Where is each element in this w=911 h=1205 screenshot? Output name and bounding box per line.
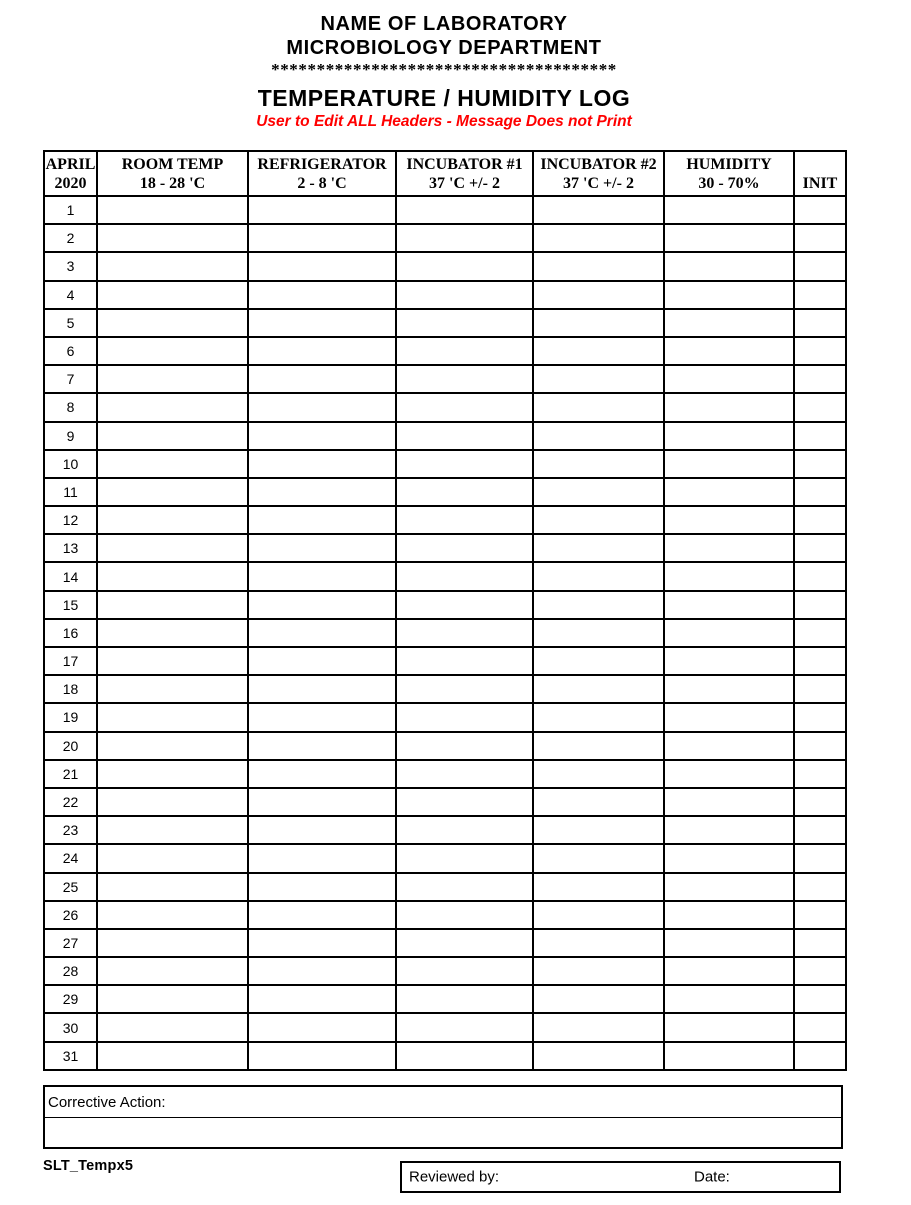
day-cell: 13 <box>44 534 97 562</box>
day-cell: 11 <box>44 478 97 506</box>
day-cell: 10 <box>44 450 97 478</box>
temperature-log-table <box>43 150 847 1071</box>
entry-cell-incubator-1[interactable] <box>396 873 533 901</box>
entry-cell-room-temp[interactable] <box>97 534 248 562</box>
entry-cell-room-temp[interactable] <box>97 1042 248 1070</box>
entry-cell-humidity[interactable] <box>664 929 794 957</box>
entry-cell-incubator-1[interactable] <box>396 1013 533 1041</box>
column-header-init <box>794 151 846 196</box>
day-cell: 20 <box>44 732 97 760</box>
entry-cell-incubator-2[interactable] <box>533 478 664 506</box>
day-cell: 2 <box>44 224 97 252</box>
entry-cell-refrigerator[interactable] <box>248 281 396 309</box>
table-row <box>44 816 846 844</box>
review-box <box>400 1161 841 1193</box>
table-row <box>44 591 846 619</box>
table-row <box>44 450 846 478</box>
entry-cell-incubator-1[interactable] <box>396 647 533 675</box>
table-row <box>44 534 846 562</box>
entry-cell-incubator-1[interactable] <box>396 901 533 929</box>
day-cell: 31 <box>44 1042 97 1070</box>
day-cell: 29 <box>44 985 97 1013</box>
entry-cell-room-temp[interactable] <box>97 562 248 590</box>
entry-cell-init[interactable] <box>794 985 846 1013</box>
entry-cell-init[interactable] <box>794 675 846 703</box>
entry-cell-incubator-1[interactable] <box>396 252 533 280</box>
entry-cell-humidity[interactable] <box>664 281 794 309</box>
day-cell: 21 <box>44 760 97 788</box>
entry-cell-incubator-2[interactable] <box>533 1013 664 1041</box>
column-header-line1: ROOM TEMP <box>121 155 224 173</box>
column-header-line2: 37 'C +/- 2 <box>563 174 634 192</box>
entry-cell-humidity[interactable] <box>664 534 794 562</box>
entry-cell-incubator-1[interactable] <box>396 675 533 703</box>
entry-cell-refrigerator[interactable] <box>248 196 396 224</box>
table-row <box>44 703 846 731</box>
entry-cell-humidity[interactable] <box>664 393 794 421</box>
entry-cell-humidity[interactable] <box>664 478 794 506</box>
entry-cell-incubator-2[interactable] <box>533 252 664 280</box>
entry-cell-incubator-1[interactable] <box>396 985 533 1013</box>
day-cell: 22 <box>44 788 97 816</box>
entry-cell-room-temp[interactable] <box>97 873 248 901</box>
entry-cell-refrigerator[interactable] <box>248 450 396 478</box>
entry-cell-room-temp[interactable] <box>97 281 248 309</box>
entry-cell-refrigerator[interactable] <box>248 422 396 450</box>
entry-cell-humidity[interactable] <box>664 506 794 534</box>
table-row <box>44 1042 846 1070</box>
entry-cell-init[interactable] <box>794 562 846 590</box>
entry-cell-incubator-2[interactable] <box>533 788 664 816</box>
entry-cell-init[interactable] <box>794 224 846 252</box>
day-cell: 25 <box>44 873 97 901</box>
entry-cell-init[interactable] <box>794 337 846 365</box>
entry-cell-incubator-2[interactable] <box>533 703 664 731</box>
table-row <box>44 732 846 760</box>
entry-cell-room-temp[interactable] <box>97 365 248 393</box>
entry-cell-init[interactable] <box>794 957 846 985</box>
day-cell: 19 <box>44 703 97 731</box>
date-label: Date: <box>694 1168 730 1186</box>
entry-cell-init[interactable] <box>794 252 846 280</box>
entry-cell-incubator-2[interactable] <box>533 957 664 985</box>
entry-cell-init[interactable] <box>794 393 846 421</box>
lab-name-heading: NAME OF LABORATORY <box>320 13 568 35</box>
entry-cell-refrigerator[interactable] <box>248 309 396 337</box>
column-header-refrigerator <box>248 151 396 196</box>
entry-cell-humidity[interactable] <box>664 337 794 365</box>
column-header-line1: REFRIGERATOR <box>257 155 387 173</box>
column-header-incubator-1 <box>396 151 533 196</box>
entry-cell-incubator-2[interactable] <box>533 534 664 562</box>
entry-cell-refrigerator[interactable] <box>248 562 396 590</box>
star-divider: ************************************** <box>271 60 617 79</box>
entry-cell-incubator-1[interactable] <box>396 816 533 844</box>
table-row <box>44 562 846 590</box>
entry-cell-room-temp[interactable] <box>97 506 248 534</box>
entry-cell-humidity[interactable] <box>664 873 794 901</box>
entry-cell-humidity[interactable] <box>664 844 794 872</box>
entry-cell-incubator-2[interactable] <box>533 337 664 365</box>
edit-note: User to Edit ALL Headers - Message Does not Print <box>256 113 632 130</box>
entry-cell-room-temp[interactable] <box>97 309 248 337</box>
corrective-action-box <box>43 1085 843 1149</box>
entry-cell-incubator-1[interactable] <box>396 422 533 450</box>
entry-cell-incubator-2[interactable] <box>533 760 664 788</box>
entry-cell-incubator-2[interactable] <box>533 281 664 309</box>
day-cell: 12 <box>44 506 97 534</box>
entry-cell-incubator-1[interactable] <box>396 619 533 647</box>
entry-cell-incubator-2[interactable] <box>533 224 664 252</box>
entry-cell-incubator-1[interactable] <box>396 844 533 872</box>
entry-cell-room-temp[interactable] <box>97 929 248 957</box>
column-header-month <box>44 151 97 196</box>
day-cell: 7 <box>44 365 97 393</box>
day-cell: 30 <box>44 1013 97 1041</box>
table-row <box>44 365 846 393</box>
entry-cell-humidity[interactable] <box>664 732 794 760</box>
entry-cell-humidity[interactable] <box>664 619 794 647</box>
entry-cell-incubator-2[interactable] <box>533 929 664 957</box>
entry-cell-humidity[interactable] <box>664 422 794 450</box>
day-cell: 14 <box>44 562 97 590</box>
table-row <box>44 224 846 252</box>
column-header-room-temp <box>97 151 248 196</box>
entry-cell-refrigerator[interactable] <box>248 788 396 816</box>
column-header-line2: 2 - 8 'C <box>297 174 347 192</box>
column-header-humidity <box>664 151 794 196</box>
entry-cell-init[interactable] <box>794 760 846 788</box>
entry-cell-refrigerator[interactable] <box>248 337 396 365</box>
entry-cell-init[interactable] <box>794 422 846 450</box>
entry-cell-room-temp[interactable] <box>97 450 248 478</box>
entry-cell-init[interactable] <box>794 591 846 619</box>
entry-cell-incubator-1[interactable] <box>396 478 533 506</box>
entry-cell-humidity[interactable] <box>664 562 794 590</box>
entry-cell-room-temp[interactable] <box>97 1013 248 1041</box>
column-header-line1: INCUBATOR #1 <box>406 155 523 173</box>
table-row <box>44 760 846 788</box>
day-cell: 8 <box>44 393 97 421</box>
day-cell: 17 <box>44 647 97 675</box>
entry-cell-room-temp[interactable] <box>97 252 248 280</box>
entry-cell-incubator-1[interactable] <box>396 1042 533 1070</box>
entry-cell-refrigerator[interactable] <box>248 252 396 280</box>
reviewed-by-label: Reviewed by: <box>409 1168 500 1186</box>
entry-cell-humidity[interactable] <box>664 1042 794 1070</box>
entry-cell-incubator-1[interactable] <box>396 534 533 562</box>
entry-cell-room-temp[interactable] <box>97 675 248 703</box>
table-row <box>44 647 846 675</box>
entry-cell-incubator-1[interactable] <box>396 450 533 478</box>
entry-cell-humidity[interactable] <box>664 788 794 816</box>
day-cell: 16 <box>44 619 97 647</box>
entry-cell-refrigerator[interactable] <box>248 1013 396 1041</box>
form-id-label: SLT_Tempx5 <box>43 1158 134 1174</box>
title-block <box>43 12 845 131</box>
entry-cell-incubator-1[interactable] <box>396 929 533 957</box>
entry-cell-humidity[interactable] <box>664 760 794 788</box>
entry-cell-room-temp[interactable] <box>97 957 248 985</box>
entry-cell-incubator-2[interactable] <box>533 309 664 337</box>
entry-cell-incubator-2[interactable] <box>533 365 664 393</box>
entry-cell-refrigerator[interactable] <box>248 816 396 844</box>
entry-cell-room-temp[interactable] <box>97 591 248 619</box>
entry-cell-incubator-2[interactable] <box>533 506 664 534</box>
entry-cell-refrigerator[interactable] <box>248 732 396 760</box>
day-cell: 23 <box>44 816 97 844</box>
entry-cell-init[interactable] <box>794 1013 846 1041</box>
entry-cell-incubator-1[interactable] <box>396 281 533 309</box>
entry-cell-incubator-2[interactable] <box>533 844 664 872</box>
entry-cell-humidity[interactable] <box>664 985 794 1013</box>
entry-cell-incubator-1[interactable] <box>396 760 533 788</box>
entry-cell-refrigerator[interactable] <box>248 873 396 901</box>
entry-cell-incubator-1[interactable] <box>396 591 533 619</box>
entry-cell-refrigerator[interactable] <box>248 478 396 506</box>
day-cell: 9 <box>44 422 97 450</box>
header-row <box>44 151 846 196</box>
entry-cell-incubator-2[interactable] <box>533 196 664 224</box>
table-row <box>44 901 846 929</box>
column-header-line1: INCUBATOR #2 <box>540 155 657 173</box>
entry-cell-room-temp[interactable] <box>97 703 248 731</box>
entry-cell-refrigerator[interactable] <box>248 591 396 619</box>
entry-cell-init[interactable] <box>794 1042 846 1070</box>
table-row <box>44 337 846 365</box>
entry-cell-init[interactable] <box>794 816 846 844</box>
day-cell: 5 <box>44 309 97 337</box>
entry-cell-incubator-2[interactable] <box>533 732 664 760</box>
entry-cell-incubator-1[interactable] <box>396 732 533 760</box>
entry-cell-humidity[interactable] <box>664 196 794 224</box>
entry-cell-incubator-1[interactable] <box>396 337 533 365</box>
entry-cell-humidity[interactable] <box>664 1013 794 1041</box>
entry-cell-humidity[interactable] <box>664 365 794 393</box>
column-header-line2: 30 - 70% <box>698 174 760 192</box>
entry-cell-humidity[interactable] <box>664 252 794 280</box>
table-row <box>44 196 846 224</box>
entry-cell-refrigerator[interactable] <box>248 506 396 534</box>
table-row <box>44 478 846 506</box>
entry-cell-incubator-2[interactable] <box>533 985 664 1013</box>
entry-cell-init[interactable] <box>794 732 846 760</box>
entry-cell-refrigerator[interactable] <box>248 957 396 985</box>
department-heading: MICROBIOLOGY DEPARTMENT <box>286 37 602 59</box>
entry-cell-refrigerator[interactable] <box>248 534 396 562</box>
entry-cell-humidity[interactable] <box>664 957 794 985</box>
entry-cell-init[interactable] <box>794 901 846 929</box>
entry-cell-init[interactable] <box>794 478 846 506</box>
entry-cell-incubator-2[interactable] <box>533 422 664 450</box>
entry-cell-incubator-2[interactable] <box>533 647 664 675</box>
entry-cell-init[interactable] <box>794 450 846 478</box>
entry-cell-incubator-1[interactable] <box>396 309 533 337</box>
entry-cell-incubator-1[interactable] <box>396 196 533 224</box>
entry-cell-humidity[interactable] <box>664 591 794 619</box>
day-cell: 27 <box>44 929 97 957</box>
entry-cell-incubator-2[interactable] <box>533 873 664 901</box>
entry-cell-refrigerator[interactable] <box>248 393 396 421</box>
entry-cell-room-temp[interactable] <box>97 619 248 647</box>
entry-cell-humidity[interactable] <box>664 816 794 844</box>
entry-cell-refrigerator[interactable] <box>248 760 396 788</box>
entry-cell-incubator-2[interactable] <box>533 1042 664 1070</box>
entry-cell-humidity[interactable] <box>664 675 794 703</box>
entry-cell-init[interactable] <box>794 281 846 309</box>
entry-cell-room-temp[interactable] <box>97 816 248 844</box>
entry-cell-refrigerator[interactable] <box>248 929 396 957</box>
entry-cell-init[interactable] <box>794 788 846 816</box>
entry-cell-init[interactable] <box>794 196 846 224</box>
entry-cell-incubator-1[interactable] <box>396 224 533 252</box>
entry-cell-incubator-2[interactable] <box>533 591 664 619</box>
entry-cell-humidity[interactable] <box>664 901 794 929</box>
column-header-line2: INIT <box>802 175 838 192</box>
entry-cell-refrigerator[interactable] <box>248 1042 396 1070</box>
entry-cell-incubator-2[interactable] <box>533 675 664 703</box>
entry-cell-humidity[interactable] <box>664 224 794 252</box>
entry-cell-incubator-2[interactable] <box>533 816 664 844</box>
day-cell: 26 <box>44 901 97 929</box>
table-row <box>44 788 846 816</box>
day-cell: 4 <box>44 281 97 309</box>
entry-cell-init[interactable] <box>794 647 846 675</box>
table-row <box>44 393 846 421</box>
column-header-incubator-2 <box>533 151 664 196</box>
entry-cell-incubator-1[interactable] <box>396 788 533 816</box>
entry-cell-incubator-2[interactable] <box>533 393 664 421</box>
entry-cell-init[interactable] <box>794 844 846 872</box>
entry-cell-init[interactable] <box>794 309 846 337</box>
entry-cell-room-temp[interactable] <box>97 393 248 421</box>
entry-cell-incubator-1[interactable] <box>396 562 533 590</box>
entry-cell-room-temp[interactable] <box>97 337 248 365</box>
entry-cell-incubator-1[interactable] <box>396 506 533 534</box>
entry-cell-humidity[interactable] <box>664 309 794 337</box>
entry-cell-room-temp[interactable] <box>97 985 248 1013</box>
entry-cell-refrigerator[interactable] <box>248 675 396 703</box>
column-header-line2: 2020 <box>54 174 87 192</box>
table-row <box>44 281 846 309</box>
entry-cell-refrigerator[interactable] <box>248 647 396 675</box>
corrective-action-label: Corrective Action: <box>45 1087 841 1118</box>
entry-cell-init[interactable] <box>794 619 846 647</box>
entry-cell-refrigerator[interactable] <box>248 901 396 929</box>
entry-cell-room-temp[interactable] <box>97 844 248 872</box>
entry-cell-init[interactable] <box>794 873 846 901</box>
entry-cell-init[interactable] <box>794 365 846 393</box>
entry-cell-humidity[interactable] <box>664 703 794 731</box>
entry-cell-incubator-1[interactable] <box>396 957 533 985</box>
entry-cell-incubator-2[interactable] <box>533 901 664 929</box>
column-header-line1: APRIL <box>45 155 96 173</box>
entry-cell-refrigerator[interactable] <box>248 985 396 1013</box>
entry-cell-init[interactable] <box>794 929 846 957</box>
table-row <box>44 1013 846 1041</box>
table-row <box>44 309 846 337</box>
day-cell: 6 <box>44 337 97 365</box>
table-row <box>44 929 846 957</box>
entry-cell-incubator-1[interactable] <box>396 703 533 731</box>
entry-cell-incubator-1[interactable] <box>396 393 533 421</box>
day-cell: 15 <box>44 591 97 619</box>
entry-cell-incubator-1[interactable] <box>396 365 533 393</box>
column-header-line2: 18 - 28 'C <box>139 174 206 192</box>
day-cell: 1 <box>44 196 97 224</box>
entry-cell-init[interactable] <box>794 506 846 534</box>
entry-cell-incubator-2[interactable] <box>533 562 664 590</box>
entry-cell-humidity[interactable] <box>664 647 794 675</box>
table-row <box>44 844 846 872</box>
entry-cell-init[interactable] <box>794 534 846 562</box>
column-header-line1: HUMIDITY <box>686 155 772 173</box>
entry-cell-refrigerator[interactable] <box>248 224 396 252</box>
entry-cell-room-temp[interactable] <box>97 760 248 788</box>
entry-cell-incubator-2[interactable] <box>533 619 664 647</box>
entry-cell-refrigerator[interactable] <box>248 703 396 731</box>
table-row <box>44 252 846 280</box>
table-row <box>44 619 846 647</box>
day-cell: 24 <box>44 844 97 872</box>
entry-cell-incubator-2[interactable] <box>533 450 664 478</box>
table-row <box>44 957 846 985</box>
entry-cell-init[interactable] <box>794 703 846 731</box>
entry-cell-room-temp[interactable] <box>97 422 248 450</box>
entry-cell-room-temp[interactable] <box>97 901 248 929</box>
entry-cell-room-temp[interactable] <box>97 478 248 506</box>
table-row <box>44 985 846 1013</box>
page-title: TEMPERATURE / HUMIDITY LOG <box>257 85 631 111</box>
day-cell: 28 <box>44 957 97 985</box>
column-header-line2: 37 'C +/- 2 <box>429 174 500 192</box>
entry-cell-room-temp[interactable] <box>97 224 248 252</box>
entry-cell-room-temp[interactable] <box>97 196 248 224</box>
entry-cell-humidity[interactable] <box>664 450 794 478</box>
table-row <box>44 873 846 901</box>
entry-cell-room-temp[interactable] <box>97 647 248 675</box>
table-row <box>44 506 846 534</box>
table-row <box>44 675 846 703</box>
entry-cell-refrigerator[interactable] <box>248 844 396 872</box>
entry-cell-room-temp[interactable] <box>97 732 248 760</box>
entry-cell-room-temp[interactable] <box>97 788 248 816</box>
day-cell: 18 <box>44 675 97 703</box>
entry-cell-refrigerator[interactable] <box>248 365 396 393</box>
entry-cell-refrigerator[interactable] <box>248 619 396 647</box>
table-row <box>44 422 846 450</box>
corrective-action-entry[interactable] <box>45 1118 841 1147</box>
day-cell: 3 <box>44 252 97 280</box>
